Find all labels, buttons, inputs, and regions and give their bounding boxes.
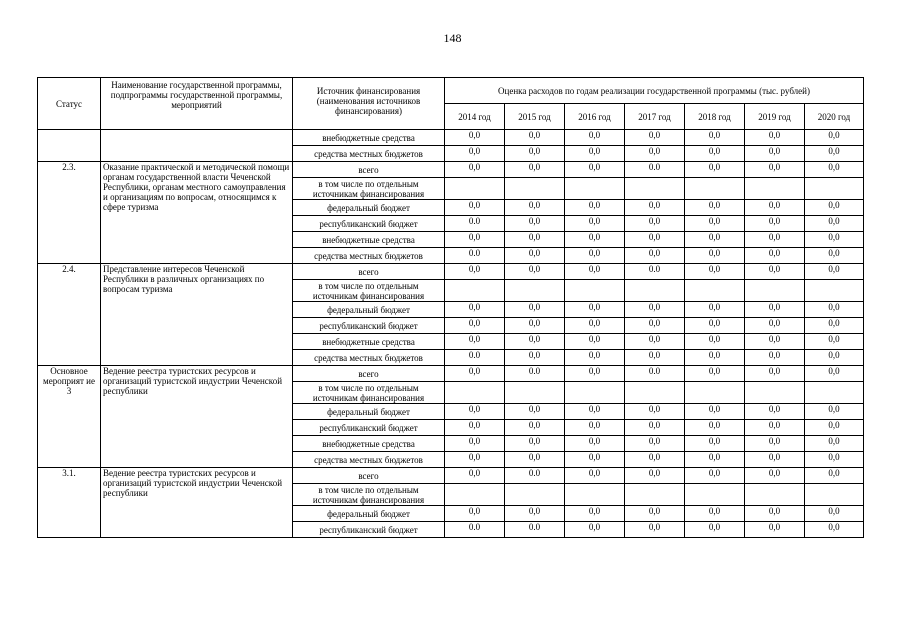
value-cell: 0,0 [805,468,864,484]
value-cell: 0,0 [505,146,565,162]
value-cell [745,280,805,302]
value-cell: 0,0 [565,264,625,280]
value-cell: 0,0 [685,468,745,484]
value-cell: 0,0 [685,264,745,280]
funding-source-cell: республиканский бюджет [293,216,445,232]
value-cell: 0,0 [805,162,864,178]
value-cell: 0,0 [625,404,685,420]
value-cell [625,280,685,302]
status-cell: 2.3. [38,162,101,264]
value-cell: 0,0 [625,302,685,318]
value-cell: 0,0 [745,420,805,436]
value-cell: 0,0 [805,404,864,420]
value-cell: 0,0 [505,436,565,452]
value-cell: 0,0 [685,436,745,452]
value-cell: 0,0 [625,146,685,162]
value-cell: 0,0 [445,506,505,522]
value-cell [565,382,625,404]
value-cell: 0,0 [805,200,864,216]
value-cell [505,280,565,302]
value-cell [625,178,685,200]
value-cell [565,178,625,200]
value-cell: 0,0 [445,404,505,420]
value-cell: 0,0 [685,334,745,350]
value-cell: 0,0 [745,318,805,334]
value-cell: 0,0 [625,200,685,216]
value-cell: 0,0 [625,350,685,366]
funding-source-cell: республиканский бюджет [293,318,445,334]
value-cell: 0,0 [505,232,565,248]
header-program-name: Наименование государственной программы, подпрограммы государственной программы, мероприятий [101,78,293,130]
value-cell [685,382,745,404]
value-cell: 0,0 [685,302,745,318]
value-cell: 0,0 [745,350,805,366]
header-year: 2014 год [445,104,505,130]
value-cell: 0,0 [505,200,565,216]
value-cell: 0,0 [505,162,565,178]
value-cell [565,484,625,506]
value-cell: 0,0 [805,522,864,538]
value-cell [445,280,505,302]
value-cell: 0,0 [685,420,745,436]
value-cell: 0,0 [625,522,685,538]
value-cell: 0,0 [445,334,505,350]
value-cell: 0,0 [745,506,805,522]
value-cell: 0,0 [805,366,864,382]
value-cell: 0,0 [805,452,864,468]
funding-source-cell: всего [293,264,445,280]
value-cell: 0,0 [565,200,625,216]
value-cell [445,484,505,506]
program-name-cell: Ведение реестра туристских ресурсов и организаций туристской индустрии Чеченской республики [101,366,293,468]
value-cell: 0,0 [505,420,565,436]
value-cell: 0,0 [805,334,864,350]
value-cell [565,280,625,302]
funding-source-cell: всего [293,468,445,484]
value-cell: 0,0 [565,216,625,232]
value-cell: 0,0 [745,248,805,264]
value-cell: 0.0 [625,366,685,382]
header-funding-source: Источник финансирования (наименования источников финансирования) [293,78,445,130]
value-cell: 0.0 [445,350,505,366]
value-cell: 0,0 [445,162,505,178]
program-name-cell: Представление интересов Чеченской Республики в различных организациях по вопросам туризма [101,264,293,366]
value-cell: 0,0 [685,404,745,420]
value-cell [805,382,864,404]
value-cell: 0,0 [685,506,745,522]
value-cell: 0,0 [685,452,745,468]
value-cell: 0.0 [625,264,685,280]
value-cell: 0,0 [625,232,685,248]
value-cell: 0,0 [565,420,625,436]
value-cell: 0,0 [445,302,505,318]
value-cell: 0,0 [505,334,565,350]
value-cell: 0,0 [505,130,565,146]
value-cell [505,484,565,506]
value-cell: 0.0 [445,216,505,232]
value-cell: 0,0 [625,130,685,146]
value-cell: 0,0 [805,146,864,162]
value-cell: 0,0 [565,366,625,382]
page-number: 148 [443,31,462,45]
funding-source-cell: в том числе по отдельным источникам финансирования [293,280,445,302]
value-cell: 0,0 [685,162,745,178]
funding-source-cell: внебюджетные средства [293,130,445,146]
value-cell: 0,0 [565,452,625,468]
header-status: Статус [38,78,101,130]
value-cell: 0,0 [685,248,745,264]
value-cell: 0,0 [445,420,505,436]
value-cell: 0,0 [745,334,805,350]
value-cell: 0,0 [745,130,805,146]
value-cell: 0,0 [565,318,625,334]
value-cell: 0,0 [745,302,805,318]
value-cell [745,382,805,404]
value-cell: 0,0 [505,216,565,232]
value-cell: 0.0 [445,248,505,264]
value-cell: 0,0 [625,506,685,522]
value-cell: 0,0 [445,130,505,146]
value-cell: 0,0 [505,350,565,366]
value-cell: 0,0 [445,366,505,382]
value-cell: 0,0 [685,146,745,162]
value-cell: 0,0 [805,318,864,334]
value-cell: 0,0 [445,436,505,452]
value-cell [625,382,685,404]
value-cell: 0,0 [745,436,805,452]
value-cell: 0,0 [625,248,685,264]
header-year: 2018 год [685,104,745,130]
program-name-cell: Ведение реестра туристских ресурсов и организаций туристской индустрии Чеченской республики [101,468,293,538]
value-cell: 0,0 [565,436,625,452]
value-cell [745,484,805,506]
value-cell: 0,0 [745,468,805,484]
budget-table [37,77,864,538]
funding-source-cell: всего [293,366,445,382]
value-cell: 0,0 [685,522,745,538]
table-row [38,366,864,382]
funding-source-cell: всего [293,162,445,178]
value-cell: 0,0 [565,248,625,264]
funding-source-cell: федеральный бюджет [293,506,445,522]
value-cell: 0.0 [505,468,565,484]
value-cell [685,484,745,506]
value-cell: 0,0 [685,200,745,216]
value-cell: 0,0 [805,248,864,264]
value-cell [505,178,565,200]
value-cell: 0,0 [625,334,685,350]
value-cell: 0,0 [745,404,805,420]
value-cell: 0,0 [685,130,745,146]
header-year: 2015 год [505,104,565,130]
header-year: 2020 год [805,104,864,130]
value-cell [445,382,505,404]
value-cell: 0,0 [805,302,864,318]
value-cell: 0,0 [445,452,505,468]
value-cell: 0,0 [805,420,864,436]
value-cell [805,484,864,506]
table-row [38,468,864,484]
status-cell: 3.1. [38,468,101,538]
value-cell: 0,0 [565,162,625,178]
value-cell: 0,0 [745,232,805,248]
table-row [38,130,864,146]
value-cell: 0,0 [565,468,625,484]
header-year: 2019 год [745,104,805,130]
value-cell: 0,0 [565,350,625,366]
value-cell [685,178,745,200]
value-cell: 0,0 [565,404,625,420]
header-estimate: Оценка расходов по годам реализации государственной программы (тыс. рублей) [445,78,864,104]
funding-source-cell: внебюджетные средства [293,232,445,248]
value-cell: 0,0 [805,232,864,248]
value-cell: 0,0 [745,264,805,280]
value-cell: 0,0 [745,146,805,162]
value-cell: 0,0 [505,506,565,522]
value-cell: 0,0 [565,302,625,318]
value-cell: 0,0 [685,366,745,382]
value-cell: 0,0 [625,318,685,334]
value-cell: 0,0 [745,522,805,538]
table-body [38,130,864,538]
value-cell: 0,0 [685,216,745,232]
value-cell: 0,0 [565,130,625,146]
program-name-cell: Оказание практической и методической помощи органам государственной власти Чеченской Республики, органам местного самоуправления и организациям по вопросам, относящимся к сфере туризма [101,162,293,264]
value-cell: 0,0 [625,436,685,452]
value-cell: 0,0 [685,318,745,334]
value-cell: 0,0 [805,216,864,232]
value-cell [445,178,505,200]
value-cell: 0,0 [565,506,625,522]
status-cell-empty [38,130,101,162]
value-cell: 0,0 [445,468,505,484]
header-year: 2017 год [625,104,685,130]
value-cell: 0,0 [445,232,505,248]
value-cell: 0,0 [625,216,685,232]
table-row [38,264,864,280]
funding-source-cell: средства местных бюджетов [293,248,445,264]
value-cell: 0,0 [505,404,565,420]
name-cell-empty [101,130,293,162]
funding-source-cell: средства местных бюджетов [293,350,445,366]
value-cell: 0,0 [745,162,805,178]
value-cell: 0,0 [505,302,565,318]
value-cell: 0,0 [505,248,565,264]
value-cell: 0,0 [445,318,505,334]
value-cell: 0,0 [505,318,565,334]
value-cell: 0,0 [625,452,685,468]
value-cell: 0,0 [445,146,505,162]
value-cell: 0,0 [565,334,625,350]
funding-source-cell: внебюджетные средства [293,436,445,452]
funding-source-cell: средства местных бюджетов [293,452,445,468]
value-cell: 0.0 [505,366,565,382]
value-cell [625,484,685,506]
value-cell [745,178,805,200]
funding-source-cell: федеральный бюджет [293,200,445,216]
funding-source-cell: республиканский бюджет [293,420,445,436]
value-cell: 0,0 [745,200,805,216]
table-row [38,162,864,178]
value-cell: 0.0 [445,522,505,538]
value-cell: 0,0 [805,506,864,522]
value-cell: 0,0 [565,232,625,248]
funding-source-cell: федеральный бюджет [293,302,445,318]
value-cell: 0,0 [745,366,805,382]
value-cell: 0,0 [805,436,864,452]
value-cell: 0,0 [745,452,805,468]
funding-source-cell: республиканский бюджет [293,522,445,538]
value-cell: 0,0 [625,468,685,484]
value-cell: 0,0 [805,130,864,146]
funding-source-cell: внебюджетные средства [293,334,445,350]
value-cell [505,382,565,404]
value-cell: 0,0 [805,350,864,366]
value-cell [685,280,745,302]
value-cell: 0.0 [625,162,685,178]
funding-source-cell: средства местных бюджетов [293,146,445,162]
status-cell: 2.4. [38,264,101,366]
funding-source-cell: в том числе по отдельным источникам финансирования [293,382,445,404]
value-cell: 0,0 [625,420,685,436]
value-cell: 0,0 [445,200,505,216]
value-cell: 0,0 [745,216,805,232]
value-cell: 0,0 [805,264,864,280]
value-cell: 0,0 [565,522,625,538]
value-cell: 0,0 [445,264,505,280]
value-cell: 0,0 [505,452,565,468]
value-cell: 0,0 [505,264,565,280]
value-cell: 0,0 [565,146,625,162]
funding-source-cell: в том числе по отдельным источникам финансирования [293,178,445,200]
value-cell: 0,0 [685,350,745,366]
header-year: 2016 год [565,104,625,130]
funding-source-cell: в том числе по отдельным источникам финансирования [293,484,445,506]
value-cell: 0,0 [685,232,745,248]
value-cell: 0.0 [505,522,565,538]
value-cell [805,280,864,302]
funding-source-cell: федеральный бюджет [293,404,445,420]
value-cell [805,178,864,200]
status-cell: Основное мероприят ие 3 [38,366,101,468]
